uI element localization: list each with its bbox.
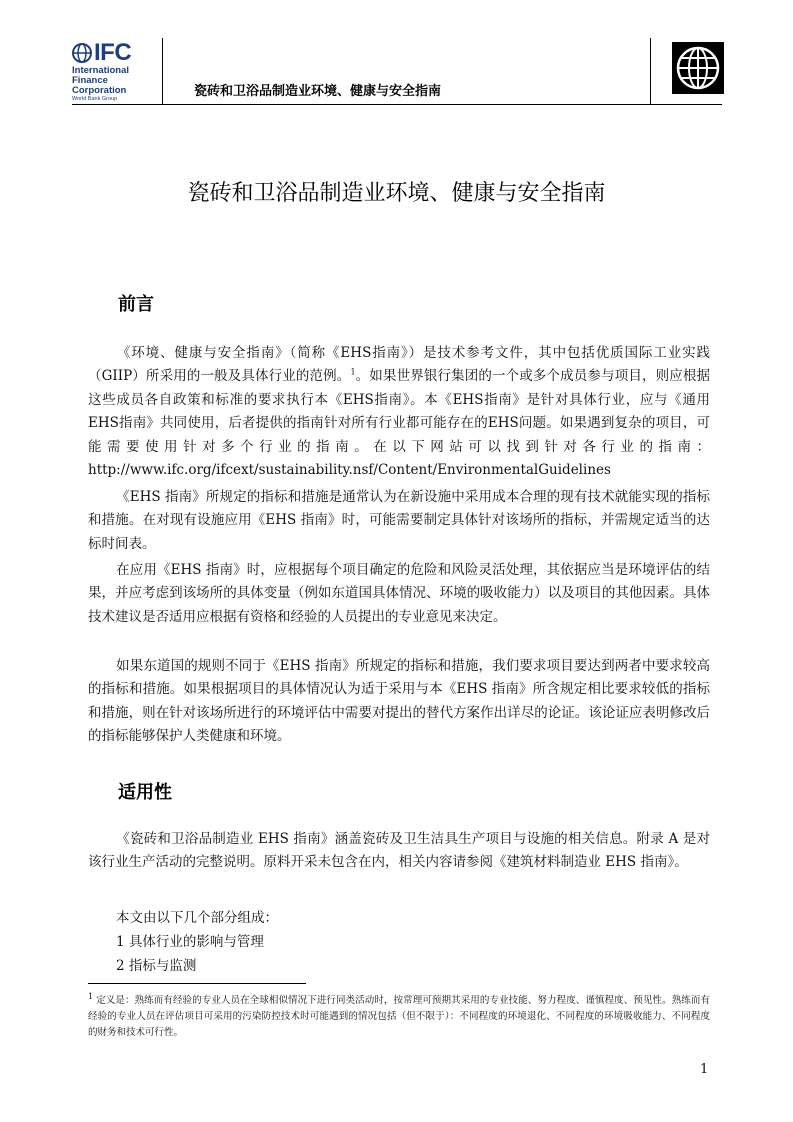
paragraph: 《瓷砖和卫浴品制造业 EHS 指南》涵盖瓷砖及卫生洁具生产项目与设施的相关信息。附录 A 是对该行业生产活动的完整说明。原料开采未包含在内，相关内容请参阅《建筑材料制造业 EHS 指南》。	[88, 831, 710, 871]
ifc-logo-line: Finance	[72, 75, 108, 86]
footnote-rule	[88, 983, 306, 984]
globe-icon	[672, 42, 724, 94]
paragraph: 《EHS 指南》所规定的指标和措施是通常认为在新设施中采用成本合理的现有技术就能实现的指标和措施。在对现有设施应用《EHS 指南》时，可能需要制定具体针对该场所的指标，并需规定适当的达标时间表。	[88, 489, 710, 552]
ifc-logo	[72, 39, 152, 104]
footnote-ref: 1	[350, 367, 356, 377]
footnote: $^1$ 定义是：熟练而有经验的专业人员在全球相似情况下进行同类活动时，按常理可预期其采用的专业技能、努力程度、谨慎程度、预见性。熟练而有经验的专业人员在评估项目可采用的污染防控技术时可能遇到的情况包括（但不限于）：不同程度的环境退化、不同程度的环境吸收能力、不同程度的财务和技术可行性。	[88, 991, 710, 1038]
ifc-logo-line: International	[72, 65, 130, 76]
running-header-title: 瓷砖和卫浴品制造业环境、健康与安全指南	[194, 84, 442, 99]
list-item: 1 具体行业的影响与管理	[116, 934, 264, 950]
list-item: 2 指标与监测	[116, 958, 197, 974]
paragraph: 《环境、健康与安全指南》（简称《EHS指南》）是技术参考文件，其中包括优质国际工业实践（GIIP）所采用的一般及具体行业的范例。$^1$。如果世界银行集团的一个或多个成员参与项目，则应根据这些成员各自政策和标准的要求执行本《EHS指南》。本《EHS指南》是针对具体行业，应与《通用EHS指南》共同使用，后者提供的指南针对所有行业都可能存在的EHS问题。如果遇到复杂的项目，可能需要使用针对多个行业的指南。在以下网站可以找到针对各行业的指南：http://www.ifc.org/ifcext/sustainability.nsf/Content/EnvironmentalGuidelines	[88, 345, 710, 479]
ifc-logo-group: World Bank Group	[72, 96, 118, 102]
paragraph: 如果东道国的规则不同于《EHS 指南》所规定的指标和措施，我们要求项目要达到两者中要求较高的指标和措施。如果根据项目的具体情况认为适于采用与本《EHS 指南》所含规定相比要求较低的指标和措施，则在针对该场所进行的环境评估中需要对提出的替代方案作出详尽的论证。该论证应表明修改后的指标能够保护人类健康和环境。	[88, 658, 710, 745]
header-divider-left	[162, 38, 163, 104]
page-number: 1	[700, 1062, 709, 1077]
header-rule	[72, 104, 722, 105]
paragraph: 在应用《EHS 指南》时，应根据每个项目确定的危险和风险灵活处理，其依据应当是环境评估的结果，并应考虑到该场所的具体变量（例如东道国具体情况、环境的吸收能力）以及项目的其他因素。具体技术建议是否适用应根据有资格和经验的人员提出的专业意见来决定。	[88, 562, 710, 625]
paragraph: 本文由以下几个部分组成：	[116, 910, 278, 926]
footnote-number: 1	[88, 991, 94, 1001]
section-heading-preface: 前言	[118, 294, 154, 315]
section-heading-applicability: 适用性	[118, 782, 172, 803]
ifc-logo-line: Corporation	[72, 85, 127, 96]
ifc-logo-mark: IFC	[94, 39, 132, 66]
world-bank-logo	[672, 42, 724, 94]
document-title: 瓷砖和卫浴品制造业环境、健康与安全指南	[187, 181, 606, 206]
globe-icon	[72, 43, 92, 63]
header-divider-right	[650, 38, 651, 104]
